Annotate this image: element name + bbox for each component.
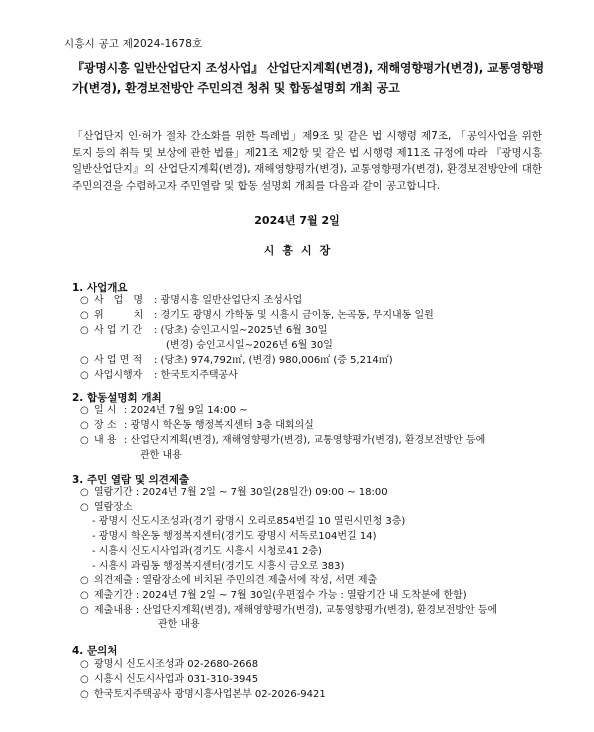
circle-bullet-icon: ○	[80, 370, 89, 381]
briefing-item-datetime	[80, 404, 248, 418]
notice-title: 『광명시흥 일반산업단지 조성사업』 산업단지계획(변경), 재해영향평가(변경), 교통영향평가(변경), 환경보전방안 주민의견 청취 및 합동설명회 개최 공고	[72, 61, 545, 95]
briefing-item-place	[80, 419, 314, 433]
review-place-item: - 광명시 신도시조성과(경기 광명시 오리로854번길 10 열린시민청 3층)	[92, 516, 406, 527]
contact-item	[80, 673, 258, 687]
item-value: 열람기간 : 2024년 7월 2일 ~ 7월 30일(28일간) 09:00 ~ 18:00	[94, 487, 388, 498]
item-label: 장 소	[94, 420, 117, 431]
item-value: : (당초) 974,792㎡, (변경) 980,006㎡ (증 5,214㎡)	[154, 355, 393, 366]
circle-bullet-icon: ○	[80, 659, 89, 670]
item-value: : 산업단지계획(변경), 재해영향평가(변경), 교통영향평가(변경), 환경보전방안 등에	[124, 435, 486, 446]
item-label: 내 용	[94, 435, 117, 446]
section-title-briefing: 2. 합동설명회 개최	[72, 392, 162, 404]
circle-bullet-icon: ○	[80, 502, 89, 513]
section-title-contact: 4. 문의처	[72, 645, 118, 657]
submission-period	[80, 589, 467, 603]
circle-bullet-icon: ○	[80, 590, 89, 601]
briefing-item-content	[80, 434, 485, 448]
contact-item	[80, 688, 326, 702]
notice-number: 시흥시 공고 제2024-1678호	[64, 38, 203, 50]
contact-text: 한국토지주택공사 광명시흥사업본부 02-2026-9421	[94, 689, 326, 700]
overview-item-period	[80, 324, 327, 338]
item-label: 위 치	[94, 310, 144, 321]
item-value: : 광명시흥 일반산업단지 조성사업	[154, 295, 303, 306]
submission-content-cont: 관한 내용	[158, 619, 200, 630]
circle-bullet-icon: ○	[80, 295, 89, 306]
contact-item	[80, 658, 258, 672]
briefing-item-content-cont: 관한 내용	[140, 450, 182, 461]
circle-bullet-icon: ○	[80, 355, 89, 366]
notice-date: 2024년 7월 2일	[254, 214, 340, 227]
section-title-review-and-opinion: 3. 주민 열람 및 의견제출	[72, 474, 190, 486]
intro-paragraph: 「산업단지 인·허가 절차 간소화를 위한 특례법」제9조 및 같은 법 시행령 제7조, 「공익사업을 위한 토지 등의 취득 및 보상에 관한 법률」제21조 제2항 및 같은 법 시행령 제11조 규정에 따라 『광명시흥 일반산업단지』의 산업단지계획(변경), 재해영향평가(변경), 교통영향평가(변경), 환경보전방안에 대한 주민의견을 수렴하고자 주민열람 및 합동 설명회 개최를 다음과 같이 공고합니다.	[72, 130, 542, 192]
item-value: 열람장소	[94, 502, 133, 513]
item-label: 사 업 기 간	[94, 325, 143, 336]
overview-item-area	[80, 354, 393, 368]
submission-content	[80, 604, 497, 618]
review-place-item: - 광명시 학온동 행정복지센터(경기도 광명시 서독로104번길 14)	[92, 531, 377, 542]
item-value: : 2024년 7월 9일 14:00 ~	[124, 405, 248, 416]
circle-bullet-icon: ○	[80, 435, 89, 446]
item-value: : 광명시 학온동 행정복지센터 3층 대회의실	[124, 420, 314, 431]
opinion-submission	[80, 574, 377, 588]
overview-item-operator	[80, 369, 238, 383]
item-value: : (당초) 승인고시일∼2025년 6월 30일	[154, 325, 328, 336]
overview-item-location	[80, 309, 434, 323]
item-value: : 한국토지주택공사	[154, 370, 238, 381]
item-value: 제출기간 : 2024년 7월 2일 ~ 7월 30일(우편접수 가능 : 열람기간 내 도착분에 한함)	[94, 590, 467, 601]
item-value: 의견제출 : 열람장소에 비치된 주민의견 제출서에 작성, 서면 제출	[94, 575, 378, 586]
overview-item-period-changed: (변경) 승인고시일∼2026년 6월 30일	[166, 340, 333, 351]
circle-bullet-icon: ○	[80, 325, 89, 336]
issuer-name: 시흥시장	[263, 244, 339, 257]
overview-item-name	[80, 294, 302, 308]
review-period	[80, 486, 388, 500]
circle-bullet-icon: ○	[80, 405, 89, 416]
section-title-project-overview: 1. 사업개요	[72, 282, 128, 294]
circle-bullet-icon: ○	[80, 420, 89, 431]
item-value: : 경기도 광명시 가학동 및 시흥시 금이동, 논곡동, 무지내동 일원	[154, 310, 434, 321]
item-label: 사업시행자	[94, 370, 143, 381]
contact-text: 광명시 신도시조성과 02-2680-2668	[94, 659, 259, 670]
item-label: 일 시	[94, 405, 117, 416]
circle-bullet-icon: ○	[80, 674, 89, 685]
circle-bullet-icon: ○	[80, 487, 89, 498]
circle-bullet-icon: ○	[80, 605, 89, 616]
item-label: 사 업 면 적	[94, 355, 143, 366]
item-value: 제출내용 : 산업단지계획(변경), 재해영향평가(변경), 교통영향평가(변경), 환경보전방안 등에	[94, 605, 498, 616]
review-place-item: - 시흥시 과림동 행정복지센터(경기도 시흥시 금오로 383)	[92, 561, 345, 572]
review-place-item: - 시흥시 신도시사업과(경기도 시흥시 시청로41 2층)	[92, 546, 322, 557]
contact-text: 시흥시 신도시사업과 031-310-3945	[94, 674, 259, 685]
circle-bullet-icon: ○	[80, 689, 89, 700]
review-places-label	[80, 501, 133, 515]
circle-bullet-icon: ○	[80, 310, 89, 321]
item-label: 사 업 명	[94, 295, 143, 306]
circle-bullet-icon: ○	[80, 575, 89, 586]
